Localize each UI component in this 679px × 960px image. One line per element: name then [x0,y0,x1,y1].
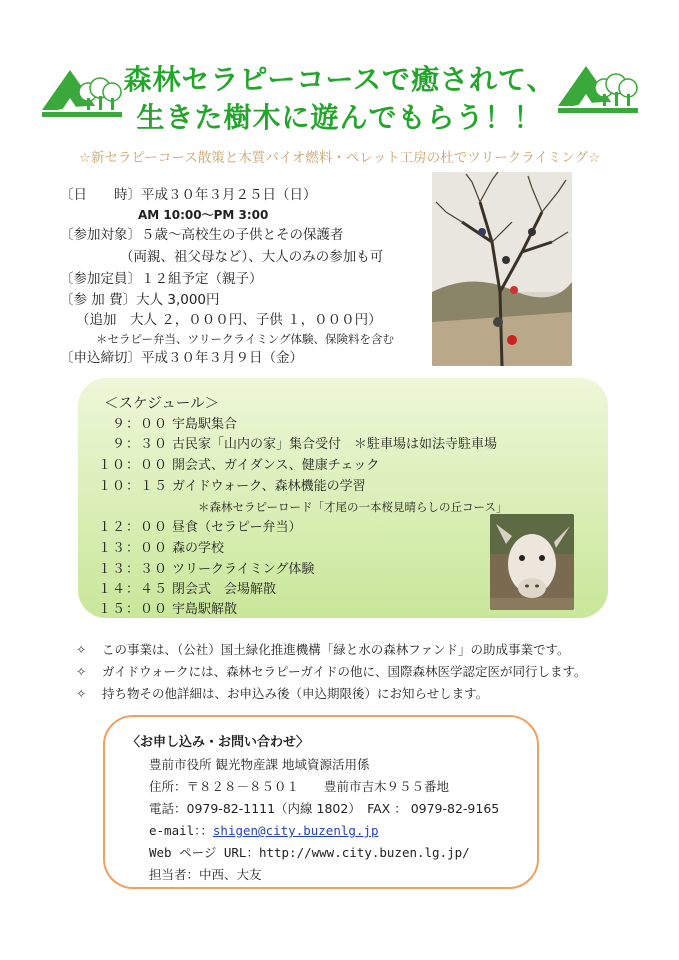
tree-climbing-photo [432,172,572,366]
title-line-2: 生きた樹木に遊んでもらう！！ [136,101,543,134]
title-line-1: 森林セラピーコースで癒されて、 [123,63,556,96]
schedule-desc: 森の学校 [172,541,225,556]
event-fee-note: ＊セラピー弁当、ツリークライミング体験、保険料を含む [96,332,394,346]
schedule-time: １３：３０ [97,562,168,577]
schedule-desc: 古民家「山内の家」集合受付 ＊駐車場は如法寺駐車場 [172,437,498,452]
note-text: ガイドウォークには、森林セラピーガイドの他に、国際森林医学認定医が同行します。 [102,664,587,679]
event-fee: 〔参 加 費〕大人 3,000円 [60,292,220,308]
schedule-desc: 開会式、ガイダンス、健康チェック [172,458,380,473]
schedule-time: １５：００ [97,602,168,617]
contact-address: 住所：〒８２８－８５０１ 豊前市吉木９５５番地 [149,779,450,794]
contact-phone: 電話：0979-82-1111（内線 1802） FAX ： 0979-82-9165 [149,801,500,816]
email-link[interactable]: shigen@city.buzenlg.jp [212,823,379,838]
schedule-time: １３：００ [97,541,168,556]
sparkle-icon: ✧ [76,642,87,657]
schedule-heading: ＜スケジュール＞ [104,396,220,412]
note-text: 持ち物その他詳細は、お申込み後（申込期限後）にお知らせします。 [102,686,489,701]
event-time: AM 10:00～PM 3:00 [138,208,269,222]
schedule-time: ９：３０ [111,437,168,452]
contact-email-row [149,821,378,839]
schedule-panel [78,378,608,618]
schedule-desc: ツリークライミング体験 [172,562,315,577]
note-text: この事業は、（公社）国土緑化推進機構「緑と水の森林ファンド」の助成事業です。 [102,642,570,657]
goat-photo [490,514,574,610]
sparkle-icon: ✧ [76,686,87,701]
schedule-desc: 昼食（セラピー弁当） [172,520,302,535]
contact-web: Web ページ URL：http://www.city.buzen.lg.jp/ [149,845,470,860]
schedule-desc: ガイドウォーク、森林機能の学習 [172,479,366,494]
schedule-time: ９：００ [111,417,168,432]
schedule-time: １０：１５ [97,479,168,494]
email-label: e-mail：： [149,823,213,838]
note-item [76,640,570,658]
schedule-time: １０：００ [97,458,168,473]
event-date: 〔日 時〕平成３０年３月２５日（日） [60,187,317,203]
event-capacity: 〔参加定員〕１２組予定（親子） [60,271,263,287]
event-deadline: 〔申込締切〕平成３０年３月９日（金） [60,350,303,366]
contact-heading: 〈お申し込み・お問い合わせ〉 [127,735,310,750]
subtitle: ☆新セラピーコース散策と木質バイオ燃料・ペレット工房の杜でツリークライミング☆ [78,150,601,166]
schedule-desc: 宇島駅解散 [172,602,238,617]
event-fee-extra: （追加 大人 ２，０００円、子供 １，０００円） [76,312,382,328]
contact-panel [103,715,539,889]
contact-office: 豊前市役所 観光物産課 地域資源活用係 [149,757,370,772]
contact-person: 担当者：中西、大友 [149,867,262,882]
schedule-desc: ＊森林セラピーロード「才尾の一本桜見晴らしの丘コース」 [198,500,508,514]
note-item [76,662,587,680]
schedule-time: １２：００ [97,520,168,535]
schedule-time: １４：４５ [97,582,168,597]
event-target: 〔参加対象〕５歳～高校生の子供とその保護者 [60,227,344,243]
note-item [76,684,488,702]
schedule-desc: 宇島駅集合 [172,417,238,432]
sparkle-icon: ✧ [76,664,87,679]
event-target-note: （両親、祖父母など）、大人のみの参加も可 [120,249,384,265]
schedule-desc: 閉会式 会場解散 [172,582,277,597]
